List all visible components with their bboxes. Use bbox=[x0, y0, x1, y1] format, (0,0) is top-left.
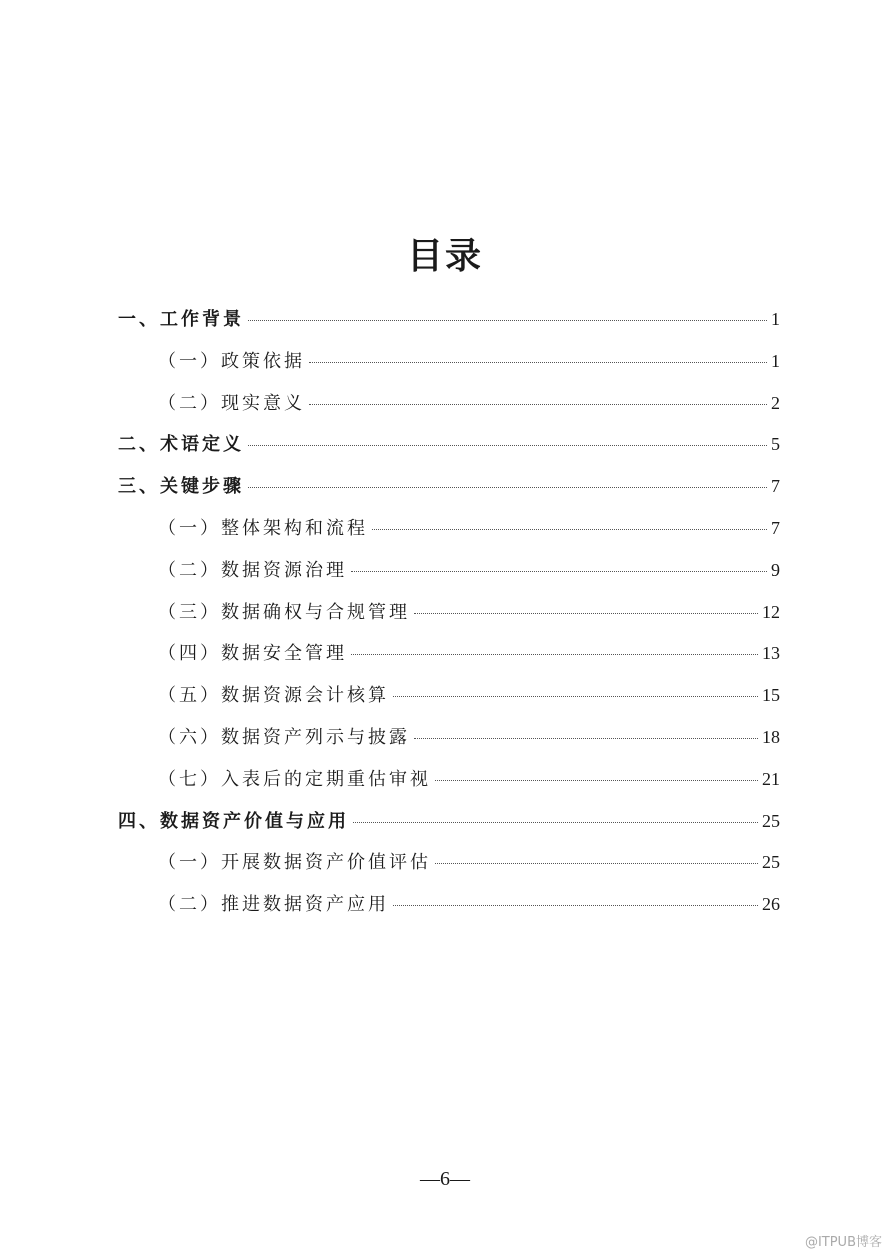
table-of-contents bbox=[118, 305, 780, 932]
toc-entry[interactable] bbox=[118, 472, 780, 514]
toc-entry[interactable] bbox=[118, 514, 780, 556]
toc-entry[interactable] bbox=[118, 807, 780, 849]
toc-entry-page: 12 bbox=[762, 601, 780, 622]
toc-dot-leader bbox=[248, 445, 767, 446]
toc-entry[interactable] bbox=[118, 765, 780, 807]
toc-dot-leader bbox=[309, 362, 767, 363]
toc-entry-label: 一、工作背景 bbox=[118, 309, 244, 330]
toc-entry-page: 26 bbox=[762, 894, 780, 915]
toc-entry-label: 三、关键步骤 bbox=[118, 476, 244, 498]
toc-dot-leader bbox=[435, 863, 758, 864]
toc-entry-label: （一）开展数据资产价值评估 bbox=[158, 852, 431, 874]
toc-entry-label: （一）政策依据 bbox=[158, 350, 305, 372]
toc-dot-leader bbox=[351, 654, 758, 655]
toc-entry[interactable] bbox=[118, 598, 780, 640]
toc-dot-leader bbox=[248, 320, 767, 321]
toc-entry-label: 四、数据资产价值与应用 bbox=[118, 810, 349, 832]
toc-entry-label: （三）数据确权与合规管理 bbox=[158, 601, 410, 623]
toc-entry[interactable] bbox=[118, 347, 780, 389]
toc-dot-leader bbox=[414, 738, 758, 739]
toc-dot-leader bbox=[435, 780, 758, 781]
toc-dot-leader bbox=[353, 822, 758, 823]
toc-entry-page: 25 bbox=[762, 852, 780, 873]
toc-entry-label: （七）入表后的定期重估审视 bbox=[158, 768, 431, 790]
toc-entry[interactable] bbox=[118, 723, 780, 765]
toc-entry-label: （五）数据资源会计核算 bbox=[158, 685, 389, 707]
page-title: 目录 bbox=[406, 236, 483, 277]
toc-entry[interactable] bbox=[118, 556, 780, 598]
toc-entry-page: 5 bbox=[771, 434, 780, 455]
toc-entry-page: 21 bbox=[762, 768, 780, 789]
page-number: —6— bbox=[420, 1168, 470, 1190]
toc-dot-leader bbox=[393, 905, 758, 906]
toc-entry-page: 7 bbox=[771, 476, 780, 497]
toc-entry-page: 15 bbox=[762, 685, 780, 706]
toc-entry[interactable] bbox=[118, 430, 780, 472]
toc-entry-page: 9 bbox=[771, 559, 780, 580]
toc-entry-page: 18 bbox=[762, 726, 780, 747]
toc-dot-leader bbox=[372, 529, 767, 530]
toc-entry-label: 二、术语定义 bbox=[118, 434, 244, 456]
toc-entry[interactable] bbox=[118, 890, 780, 932]
toc-entry-page: 1 bbox=[771, 350, 780, 371]
toc-entry[interactable] bbox=[118, 639, 780, 681]
watermark: @ITPUB博客 bbox=[804, 1235, 882, 1250]
toc-entry-label: （二）现实意义 bbox=[158, 392, 305, 414]
toc-entry-label: （一）整体架构和流程 bbox=[158, 517, 368, 539]
toc-dot-leader bbox=[309, 404, 767, 405]
toc-dot-leader bbox=[414, 613, 758, 614]
toc-entry-label: （二）数据资源治理 bbox=[158, 559, 347, 581]
toc-entry-page: 1 bbox=[771, 309, 780, 329]
toc-entry[interactable] bbox=[118, 681, 780, 723]
toc-entry-label: （四）数据安全管理 bbox=[158, 643, 347, 665]
toc-dot-leader bbox=[393, 696, 758, 697]
toc-entry-page: 2 bbox=[771, 392, 780, 413]
toc-dot-leader bbox=[248, 487, 767, 488]
toc-entry-label: （六）数据资产列示与披露 bbox=[158, 726, 410, 748]
toc-entry-label: （二）推进数据资产应用 bbox=[158, 894, 389, 916]
toc-entry[interactable] bbox=[118, 848, 780, 890]
toc-dot-leader bbox=[351, 571, 767, 572]
toc-entry-page: 13 bbox=[762, 643, 780, 664]
toc-entry-page: 25 bbox=[762, 810, 780, 831]
toc-entry-page: 7 bbox=[771, 517, 780, 538]
toc-entry[interactable] bbox=[118, 389, 780, 431]
toc-entry[interactable] bbox=[118, 305, 780, 347]
